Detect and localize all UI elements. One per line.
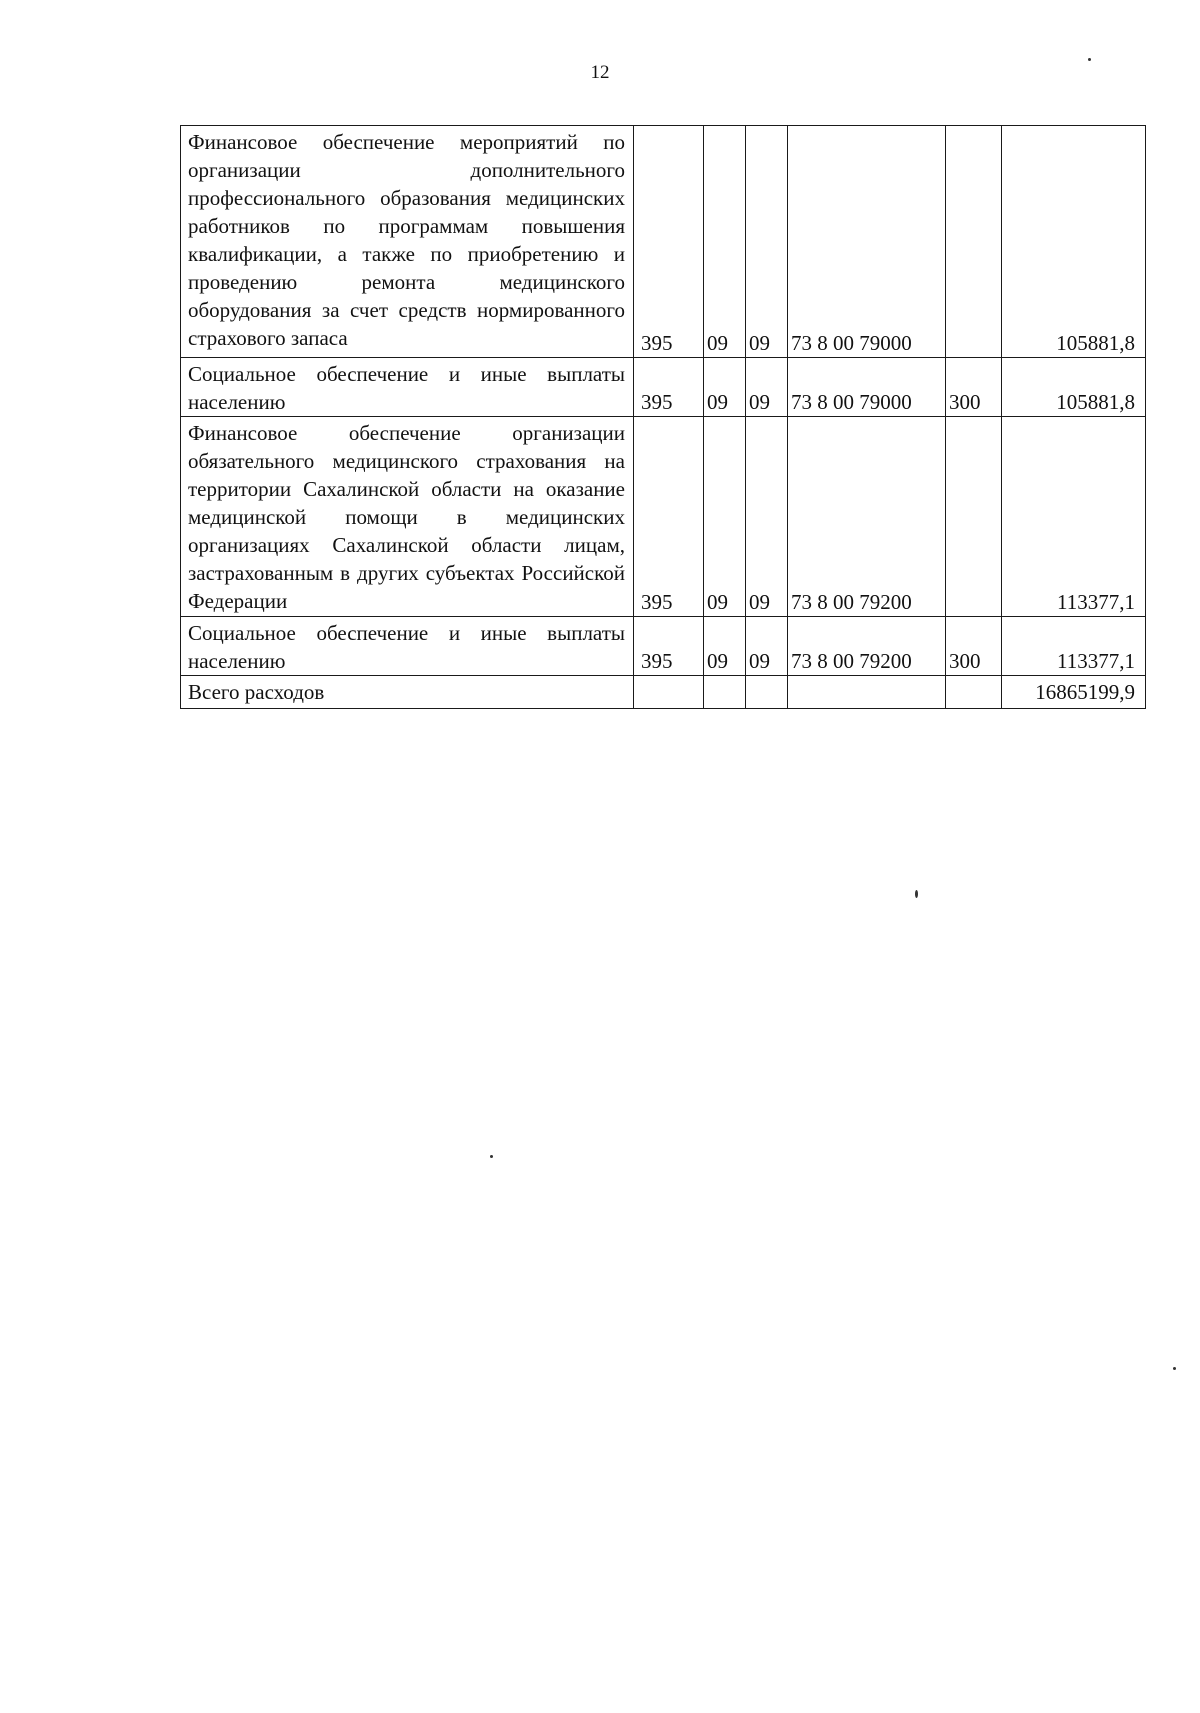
total-row [181,676,1146,709]
page-number: 12 [590,62,610,83]
row-admin-code: 395 [634,358,704,417]
scan-speck [1088,58,1091,61]
row-section-code: 09 [704,417,746,617]
row-description: Социальное обеспечение и иные выплаты населению [181,617,634,676]
table-row [181,126,1146,358]
row-expense-type: 300 [946,617,1002,676]
total-label: Всего расходов [181,676,634,709]
table-row [181,358,1146,417]
row-section-code: 09 [704,617,746,676]
table-row [181,417,1146,617]
row-admin-code: 395 [634,417,704,617]
total-empty-cell [634,676,704,709]
row-subsection-code: 09 [746,617,788,676]
total-empty-cell [746,676,788,709]
row-amount: 113377,1 [1002,417,1146,617]
row-expense-type [946,417,1002,617]
total-amount: 16865199,9 [1002,676,1146,709]
scan-speck [1173,1367,1176,1370]
row-expense-type: 300 [946,358,1002,417]
row-target-code: 73 8 00 79000 [788,126,946,358]
scan-speck [915,890,918,898]
row-subsection-code: 09 [746,358,788,417]
row-description: Финансовое обеспечение мероприятий по организации дополнительного профессионального образования медицинских работников по программам повышения квалификации, а также по приобретению и проведению ремонта медицинского оборудования за счет средств нормированного страхового запаса [181,126,634,358]
total-empty-cell [788,676,946,709]
total-empty-cell [704,676,746,709]
row-amount: 105881,8 [1002,126,1146,358]
table-row [181,617,1146,676]
budget-table [180,125,1146,709]
total-empty-cell [946,676,1002,709]
row-admin-code: 395 [634,126,704,358]
row-target-code: 73 8 00 79200 [788,617,946,676]
row-description: Социальное обеспечение и иные выплаты населению [181,358,634,417]
row-target-code: 73 8 00 79000 [788,358,946,417]
row-section-code: 09 [704,126,746,358]
row-target-code: 73 8 00 79200 [788,417,946,617]
row-description: Финансовое обеспечение организации обязательного медицинского страхования на территории Сахалинской области на оказание медицинской помощи в медицинских организациях Сахалинской области лицам, застрахованным в других субъектах Российской Федерации [181,417,634,617]
row-admin-code: 395 [634,617,704,676]
row-expense-type [946,126,1002,358]
row-subsection-code: 09 [746,126,788,358]
scan-speck [490,1155,493,1158]
row-section-code: 09 [704,358,746,417]
row-amount: 113377,1 [1002,617,1146,676]
row-amount: 105881,8 [1002,358,1146,417]
row-subsection-code: 09 [746,417,788,617]
